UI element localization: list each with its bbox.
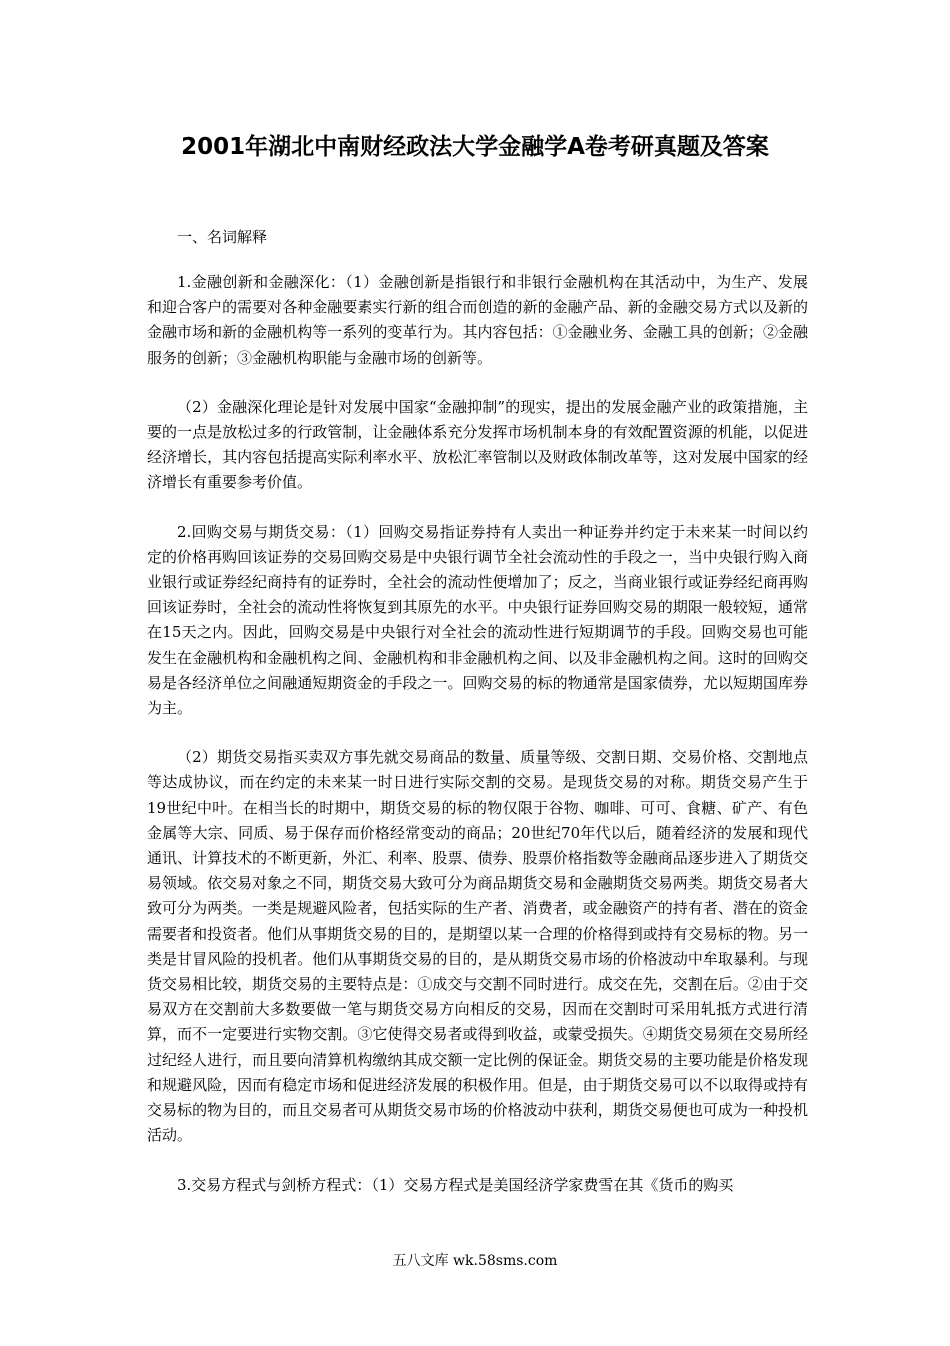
page-footer: 五八文库 wk.58sms.com bbox=[392, 1253, 558, 1269]
section-heading: 一、名词解释 bbox=[177, 228, 268, 246]
paragraph-exchange-equation: 3.交易方程式与剑桥方程式：（1）交易方程式是美国经济学家费雪在其《货币的购买 bbox=[177, 1175, 734, 1194]
document-body bbox=[147, 270, 808, 1222]
paragraph-repo-trading: 2.回购交易与期货交易：（1）回购交易指证券持有人卖出一种证券并约定于未来某一时间以约定的价格再购回该证券的交易回购交易是中央银行调节全社会流动性的手段之一，当中央银行购入商业银行或证券经纪商持有的证券时，全社会的流动性便增加了；反之，当商业银行或证券经纪商再购回该证券时，全社会的流动性将恢复到其原先的水平。中央银行证券回购交易的期限一般较短，通常在15天之内。因此，回购交易是中央银行对全社会的流动性进行短期调节的手段。回购交易也可能发生在金融机构和金融机构之间、金融机构和非金融机构之间、以及非金融机构之间。这时的回购交易是各经济单位之间融通短期资金的手段之一。回购交易的标的物通常是国家债券，尤以短期国库券为主。 bbox=[147, 522, 808, 718]
paragraph-financial-innovation: 1.金融创新和金融深化：（1）金融创新是指银行和非银行金融机构在其活动中，为生产、发展和迎合客户的需要对各种金融要素实行新的组合而创造的新的金融产品、新的金融交易方式以及新的金融市场和新的金融机构等一系列的变革行为。其内容包括：①金融业务、金融工具的创新；②金融服务的创新；③金融机构职能与金融市场的创新等。 bbox=[147, 273, 808, 367]
paragraph-futures-trading: （2）期货交易指买卖双方事先就交易商品的数量、质量等级、交割日期、交易价格、交割地点等达成协议，而在约定的未来某一时日进行实际交割的交易。是现货交易的对称。期货交易产生于19世纪中叶。在相当长的时期中，期货交易的标的物仅限于谷物、咖啡、可可、食糖、矿产、有色金属等大宗、同质、易于保存而价格经常变动的商品；20世纪70年代以后，随着经济的发展和现代通讯、计算技术的不断更新，外汇、利率、股票、债券、股票价格指数等金融商品逐步进入了期货交易领域。依交易对象之不同，期货交易大致可分为商品期货交易和金融期货交易两类。期货交易者大致可分为两类。一类是规避风险者，包括实际的生产者、消费者，或金融资产的持有者、潜在的资金需要者和投资者。他们从事期货交易的目的，是期望以某一合理的价格得到或持有交易标的物。另一类是甘冒风险的投机者。他们从事期货交易的目的，是从期货交易市场的价格波动中牟取暴利。与现货交易相比较，期货交易的主要特点是：①成交与交割不同时进行。成交在先，交割在后。②由于交易双方在交割前大多数要做一笔与期货交易方向相反的交易，因而在交割时可采用轧抵方式进行清算，而不一定要进行实物交割。③它使得交易者或得到收益，或蒙受损失。④期货交易须在交易所经过纪经人进行，而且要向清算机构缴纳其成交额一定比例的保证金。期货交易的主要功能是价格发现和规避风险，因而有稳定市场和促进经济发展的积极作用。但是，由于期货交易可以不以取得或持有交易标的物为目的，而且交易者可从期货交易市场的价格波动中获利，期货交易便也可成为一种投机活动。 bbox=[147, 748, 808, 1145]
paragraph-financial-deepening: （2）金融深化理论是针对发展中国家“金融抑制”的现实，提出的发展金融产业的政策措施，主要的一点是放松过多的行政管制，让金融体系充分发挥市场机制本身的有效配置资源的机能，以促进经济增长，其内容包括提高实际利率水平、放松汇率管制以及财政体制改革等，这对发展中国家的经济增长有重要参考价值。 bbox=[147, 397, 808, 492]
document-title: 2001年湖北中南财经政法大学金融学A卷考研真题及答案 bbox=[181, 134, 769, 160]
